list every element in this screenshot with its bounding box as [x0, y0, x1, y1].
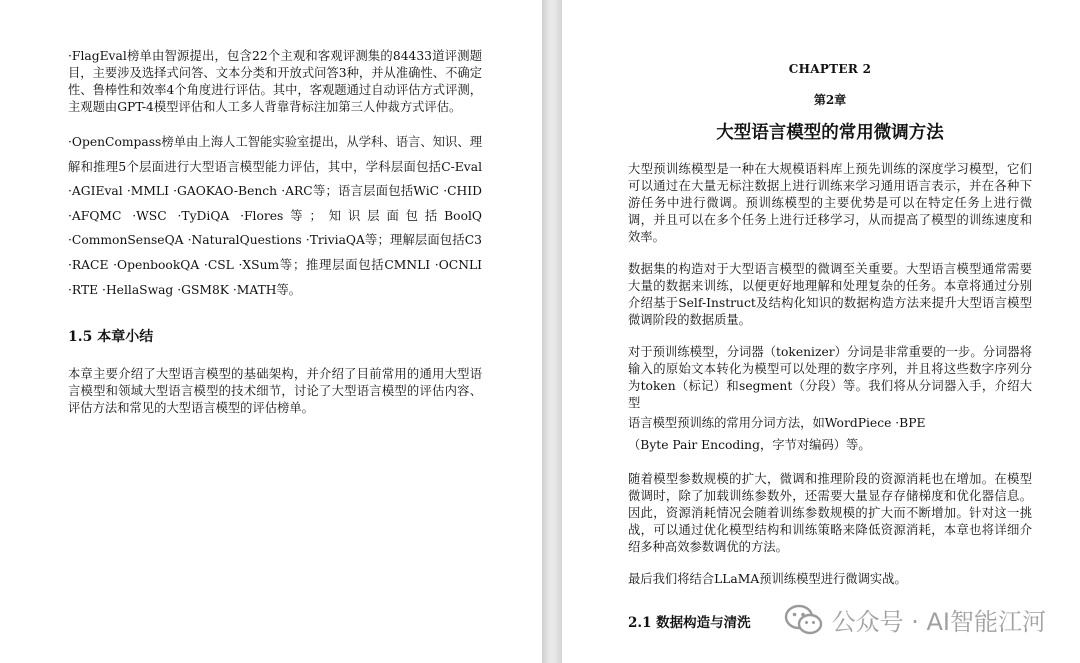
chapter-summary-paragraph: 本章主要介绍了大型语言模型的基础架构，并介绍了目前常用的通用大型语言模型和领域大型语言模型的技术细节，讨论了大型语言模型的评估内容、评估方法和常见的大型语言模型的评估榜单。: [68, 367, 482, 416]
resource-consumption-paragraph: 随着模型参数规模的扩大，微调和推理阶段的资源消耗也在增加。在模型微调时，除了加载训练参数外，还需要大量显存存储梯度和优化器信息。因此，资源消耗情况会随着训练参数规模的扩大而不断增加。针对这一挑战，可以通过优化模型结构和训练策略来降低资源消耗，本章也将详细介绍多种高效参数调优的方法。: [628, 472, 1032, 554]
watermark: [784, 602, 1046, 637]
chapter-label: CHAPTER 2: [788, 62, 872, 76]
tokenizer-paragraph: [628, 344, 1032, 456]
opencompass-paragraph: ·OpenCompass榜单由上海人工智能实验室提出，从学科、语言、知识、理解和推理5个层面进行大型语言模型能力评估，其中，学科层面包括C-Eval ·AGIEval ·MMLI ·GAOKAO-Bench ·ARC等；语言层面包括WiC ·CHID ·AFQMC ·WSC ·TyDiQA ·Flores等；知识层面包括BoolQ ·CommonSenseQA ·NaturalQuestions ·TriviaQA等；理解层面包括C3 ·RACE ·OpenbookQA ·CSL ·XSum等；推理层面包括CMNLI ·OCNLI ·RTE ·HellaSwag ·GSM8K ·MATH等。: [68, 135, 482, 297]
page-gutter: [542, 0, 562, 663]
chapter-number: 第2章: [813, 93, 847, 107]
tokenizer-paragraph-part-2: 语言模型预训练的常用分词方法，如WordPiece ·BPE: [628, 416, 926, 430]
flageval-paragraph: ·FlagEval榜单由智源提出，包含22个主观和客观评测集的84433道评测题目，主要涉及选择式问答、文本分类和开放式问答3种，并从准确性、不确定性、鲁棒性和效率4个角度进行评估。其中，客观题通过自动评估方式评测，主观题由GPT-4模型评估和人工多人背靠背标注加第三人仲裁方式评估。: [68, 49, 482, 114]
wechat-icon: [784, 604, 824, 636]
tokenizer-paragraph-part-1: 对于预训练模型，分词器（tokenizer）分词是非常重要的一步。分词器将输入的原始文本转化为模型可以处理的数字序列，并且将这些数字序列分为token（标记）和segment（分段）等。我们将从分词器入手，介绍大型: [628, 345, 1032, 410]
pretrained-model-paragraph: 大型预训练模型是一种在大规模语料库上预先训练的深度学习模型，它们可以通过在大量无标注数据上进行训练来学习通用语言表示，并在各种下游任务中进行微调。预训练模型的主要优势是可以在特定任务上进行微调，并且可以在多个任务上进行迁移学习，从而提高了模型的训练速度和效率。: [628, 162, 1032, 244]
section-heading-1-5: 1.5 本章小结: [68, 329, 154, 346]
watermark-text: 公众号 · AI智能江河: [831, 608, 1046, 636]
right-page: [562, 0, 1080, 663]
llama-finetune-paragraph: 最后我们将结合LLaMA预训练模型进行微调实战。: [628, 572, 907, 586]
dataset-construction-paragraph: 数据集的构造对于大型语言模型的微调至关重要。大型语言模型通常需要大量的数据来训练，以便更好地理解和处理复杂的任务。本章将通过分别介绍基于Self-Instruct及结构化知识的数据构造方法来提升大型语言模型微调阶段的数据质量。: [628, 262, 1032, 327]
chapter-title: 大型语言模型的常用微调方法: [716, 123, 944, 143]
section-heading-2-1: 2.1 数据构造与清洗: [628, 615, 751, 631]
tokenizer-paragraph-part-3: （Byte Pair Encoding，字节对编码）等。: [628, 438, 871, 452]
